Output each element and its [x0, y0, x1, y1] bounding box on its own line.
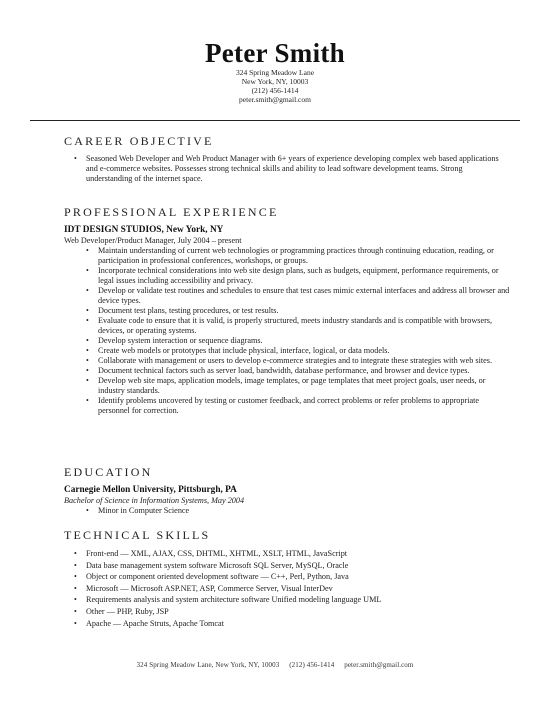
list-item: • Document technical factors such as server load, bandwidth, database performance, and browser and device types.	[98, 366, 510, 376]
education-section	[64, 465, 510, 516]
career-objective-section	[64, 134, 510, 184]
professional-experience-section	[64, 205, 510, 416]
skills-list	[64, 548, 510, 629]
school-name: Carnegie Mellon University, Pittsburgh, PA	[64, 485, 237, 495]
footer-phone: (212) 456-1414	[289, 661, 335, 669]
resume-header	[0, 0, 550, 104]
education-list	[64, 506, 510, 516]
list-item: • Maintain understanding of current web technologies or programming practices through continuing education, reading, or participation in professional conferences, workshops, or groups.	[98, 246, 510, 266]
experience-list	[64, 246, 510, 416]
employer-name: IDT DESIGN STUDIOS, New York, NY	[64, 225, 224, 235]
degree: Bachelor of Science in Information Systems, May 2004	[64, 495, 245, 505]
list-item: • Identify problems uncovered by testing or customer feedback, and correct problems or refer problems to appropriate personnel for correction.	[98, 396, 510, 416]
list-item: • Object or component oriented development software — C++, Perl, Python, Java	[86, 571, 510, 583]
list-item: • Collaborate with management or users to develop e-commerce strategies and to integrate these strategies with web sites.	[98, 356, 510, 366]
list-item: • Front-end — XML, AJAX, CSS, DHTML, XHTML, XSLT, HTML, JavaScript	[86, 548, 510, 560]
section-title: TECHNICAL SKILLS	[64, 528, 211, 542]
list-item: • Requirements analysis and system architecture software Unified modeling language UML	[86, 594, 510, 606]
list-item: • Apache — Apache Struts, Apache Tomcat	[86, 618, 510, 630]
job-role: Web Developer/Product Manager, July 2004 – present	[64, 235, 242, 245]
technical-skills-section	[64, 528, 510, 629]
header-divider	[30, 120, 520, 121]
list-item: • Incorporate technical considerations into web site design plans, such as budgets, equipment, performance requirements, or legal issues including accessibility and privacy.	[98, 266, 510, 286]
header-email: peter.smith@gmail.com	[239, 95, 311, 104]
section-title: CAREER OBJECTIVE	[64, 134, 214, 148]
list-item: • Evaluate code to ensure that it is valid, is properly structured, meets industry standards and is compatible with browsers, devices, or operating systems.	[98, 316, 510, 336]
list-item: • Create web models or prototypes that include physical, interface, logical, or data models.	[98, 346, 510, 356]
footer-email: peter.smith@gmail.com	[344, 661, 414, 669]
header-phone: (212) 456-1414	[251, 86, 299, 95]
list-item: • Other — PHP, Ruby, JSP	[86, 606, 510, 618]
list-item: • Develop or validate test routines and schedules to ensure that test cases mimic external interfaces and address all browser and device types.	[98, 286, 510, 306]
resume-footer	[0, 661, 550, 669]
header-city: New York, NY, 10003	[241, 77, 309, 86]
list-item: • Microsoft — Microsoft ASP.NET, ASP, Commerce Server, Visual InterDev	[86, 583, 510, 595]
applicant-name: Peter Smith	[204, 38, 345, 68]
section-title: PROFESSIONAL EXPERIENCE	[64, 205, 279, 219]
section-title: EDUCATION	[64, 465, 153, 479]
list-item: • Seasoned Web Developer and Web Product Manager with 6+ years of experience developing complex web based applications and e-commerce websites. Possesses strong technical skills and ability to lead software development teams. Strong understanding of the internet space.	[86, 154, 510, 184]
footer-address: 324 Spring Meadow Lane, New York, NY, 10003	[136, 661, 280, 669]
list-item: • Data base management system software Microsoft SQL Server, MySQL, Oracle	[86, 560, 510, 572]
list-item: • Develop web site maps, application models, image templates, or page templates that meet project goals, user needs, or industry standards.	[98, 376, 510, 396]
list-item: • Document test plans, testing procedures, or test results.	[98, 306, 510, 316]
objective-list	[64, 154, 510, 184]
list-item: • Develop system interaction or sequence diagrams.	[98, 336, 510, 346]
list-item: • Minor in Computer Science	[98, 506, 510, 516]
header-address: 324 Spring Meadow Lane	[235, 68, 315, 77]
